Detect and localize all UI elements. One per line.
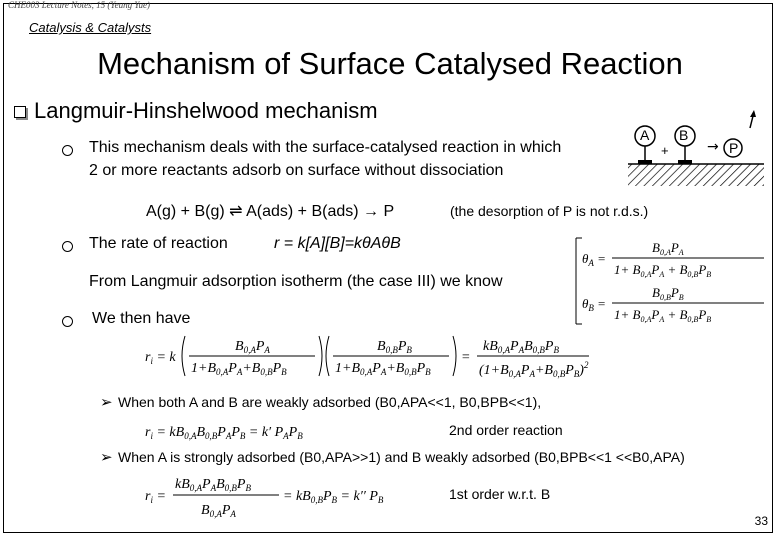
svg-text:kB0,APAB0,BPB: $kB_{0,A}P_AB_{0,B}P_B$ — [175, 477, 251, 493]
section-heading-text: Langmuir-Hinshelwood mechanism — [34, 98, 378, 123]
langmuir-isotherm-equations — [572, 234, 772, 328]
diagram-plus: + — [661, 143, 669, 158]
surface-adsorption-diagram — [628, 108, 768, 188]
svg-text:θB =: $\theta_B$ = — [582, 296, 606, 313]
breadcrumb: Catalysis & Catalysts — [29, 20, 152, 35]
diagram-label-a: A — [640, 127, 650, 143]
reaction-reactants: A(g) + B(g) — [146, 203, 225, 220]
bullet1-line2: 2 or more reactants adsorb on surface without dissociation — [89, 162, 504, 179]
svg-text:ri = kB0,AB0,BPAPB = k′ PAPB: $r_i = kB_{0,A}B_{0,B}P_AP_B = k'$ $P_AP_B$ — [145, 425, 303, 441]
page-number: 33 — [754, 514, 768, 528]
arrow-bullet-icon: ➢ — [100, 448, 113, 466]
svg-text:B0,APA: $B_{0,A}P_A$ — [235, 339, 270, 355]
arrow-bullet-icon: ➢ — [100, 393, 113, 411]
svg-text:kB0,APAB0,BPB: $kB_{0,A}P_AB_{0,B}P_B$ — [483, 339, 559, 355]
diagram-label-b: B — [679, 127, 689, 143]
langmuir-text: From Langmuir adsorption isotherm (the case III) we know — [89, 273, 503, 290]
desorption-note: (the desorption of P is not r.d.s.) — [450, 203, 649, 219]
case2-result: 1st order w.r.t. B — [449, 486, 551, 502]
page-title: Mechanism of Surface Catalysed Reaction — [97, 46, 683, 81]
circle-bullet-icon — [62, 316, 73, 327]
reaction-product: P — [383, 203, 395, 220]
square-bullet-icon — [14, 106, 26, 118]
section-heading — [14, 98, 378, 124]
reaction-arrow-icon: → — [363, 203, 380, 220]
svg-text:1+B0,APA+B0,BPB: $1+B_{0,A}P_A+B_{0,B}P_B$ — [335, 361, 431, 377]
svg-text:1+B0,APA+B0,BPB: $1+B_{0,A}P_A+B_{0,B}P_B$ — [191, 361, 287, 377]
svg-text:B0,APA: $B_{0,A}P_A$ — [652, 240, 684, 257]
rate-equation: r = k[A][B]=kθAθB — [274, 235, 401, 252]
svg-text:B0,APA: $B_{0,A}P_A$ — [201, 503, 236, 519]
svg-text:ri =: $r_i$ = — [145, 489, 166, 505]
then-have-label: We then have — [92, 310, 191, 327]
catalyst-surface — [628, 164, 764, 186]
rate-label: The rate of reaction — [89, 235, 228, 252]
diagram-arrow-icon: → — [707, 139, 719, 155]
svg-text:1+ B0,APA + B0,BPB: $1+ B_{0,A}P_A + B_{0,B}P_B$ — [614, 307, 712, 324]
main-rate-equation — [143, 330, 593, 382]
svg-text:B0,BPB: $B_{0,B}P_B$ — [652, 285, 684, 302]
svg-text:ri = k: $r_i = k$ — [145, 350, 176, 366]
circle-bullet-icon — [62, 241, 73, 252]
svg-text:(1+B0,APA+B0,BPB)2: $(1+B_{0,A}P_A+B_{0,B}P_B)^2$ — [479, 360, 589, 379]
case1-equation — [143, 420, 343, 444]
diagram-label-p: P — [729, 140, 739, 156]
case1-text: When both A and B are weakly adsorbed (B0,APA<<1, B0,BPB<<1), — [118, 394, 542, 410]
svg-text:θA =: $\theta_A$ = — [582, 251, 606, 268]
circle-bullet-icon — [62, 145, 73, 156]
svg-text:=: = — [461, 350, 471, 365]
bullet1-line1: This mechanism deals with the surface-catalysed reaction in which — [89, 139, 562, 156]
svg-text:= kB0,BPB = k′′ PB: = $kB_{0,B}P_B = k''$ $P_B$ — [283, 489, 384, 505]
case2-equation — [143, 472, 433, 524]
running-header: CHE003 Lecture Notes, 15 (Yeung Yue) — [8, 0, 151, 10]
reaction-adsorbed: A(ads) + B(ads) — [246, 203, 359, 220]
case1-result: 2nd order reaction — [449, 422, 563, 438]
case2-text: When A is strongly adsorbed (B0,APA>>1) and B weakly adsorbed (B0,BPB<<1 <<B0,APA) — [118, 449, 685, 465]
desorption-arrow-icon — [750, 110, 756, 117]
svg-text:1+ B0,APA + B0,BPB: $1+ B_{0,A}P_A + B_{0,B}P_B$ — [614, 262, 712, 279]
svg-text:B0,BPB: $B_{0,B}P_B$ — [377, 339, 412, 355]
equilibrium-arrow-icon: ⇌ — [229, 203, 243, 220]
reaction-equation — [146, 201, 394, 221]
